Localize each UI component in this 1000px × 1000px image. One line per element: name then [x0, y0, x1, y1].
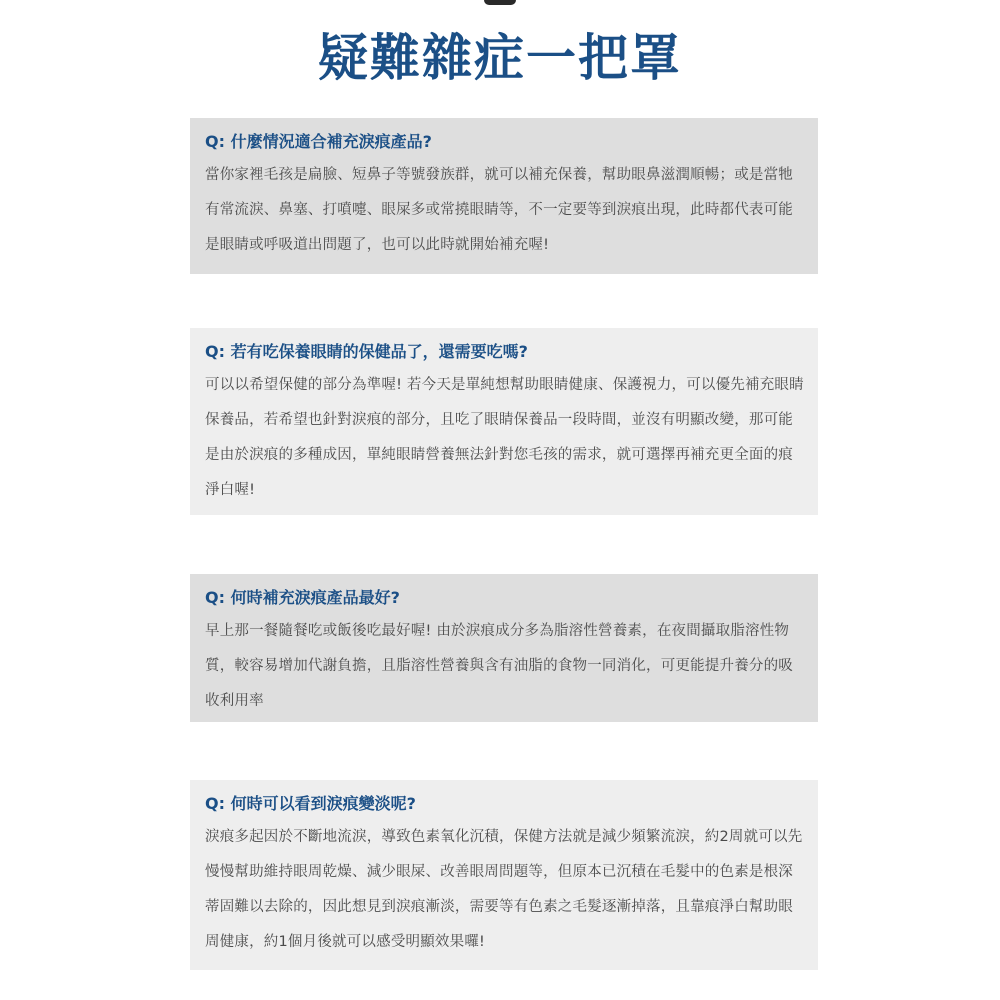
faq-item	[190, 780, 818, 970]
faq-answer: 當你家裡毛孩是扁臉、短鼻子等號發族群，就可以補充保養，幫助眼鼻滋潤順暢；或是當牠有常流淚、鼻塞、打噴嚏、眼屎多或常撓眼睛等，不一定要等到淚痕出現，此時都代表可能是眼睛或呼吸道出問題了，也可以此時就開始補充喔!	[205, 167, 793, 253]
faq-item	[190, 328, 818, 515]
faq-question: Q: 何時補充淚痕產品最好?	[205, 588, 400, 607]
faq-answer: 淚痕多起因於不斷地流淚，導致色素氧化沉積，保健方法就是減少頻繁流淚，約2周就可以先慢慢幫助維持眼周乾燥、減少眼屎、改善眼周問題等，但原本已沉積在毛髮中的色素是根深蒂固難以去除的，因此想見到淚痕漸淡，需要等有色素之毛髮逐漸掉落，且靠痕淨白幫助眼周健康，約1個月後就可以感受明顯效果囉!	[205, 829, 803, 950]
faq-question: Q: 若有吃保養眼睛的保健品了，還需要吃嗎?	[205, 342, 528, 361]
faq-question: Q: 何時可以看到淚痕變淡呢?	[205, 794, 416, 813]
page-title: 疑難雜症一把罩	[318, 29, 682, 87]
faq-item	[190, 118, 818, 274]
faq-answer: 早上那一餐隨餐吃或飯後吃最好喔! 由於淚痕成分多為脂溶性營養素，在夜間攝取脂溶性物質，較容易增加代謝負擔，且脂溶性營養與含有油脂的食物一同消化，可更能提升養分的吸收利用率	[205, 623, 793, 709]
faq-item	[190, 574, 818, 722]
top-decoration	[484, 0, 516, 5]
faq-question: Q: 什麼情況適合補充淚痕產品?	[205, 132, 432, 151]
faq-answer: 可以以希望保健的部分為準喔! 若今天是單純想幫助眼睛健康、保護視力，可以優先補充眼睛保養品，若希望也針對淚痕的部分，且吃了眼睛保養品一段時間，並沒有明顯改變，那可能是由於淚痕的多種成因，單純眼睛營養無法針對您毛孩的需求，就可選擇再補充更全面的痕淨白喔!	[205, 377, 804, 498]
